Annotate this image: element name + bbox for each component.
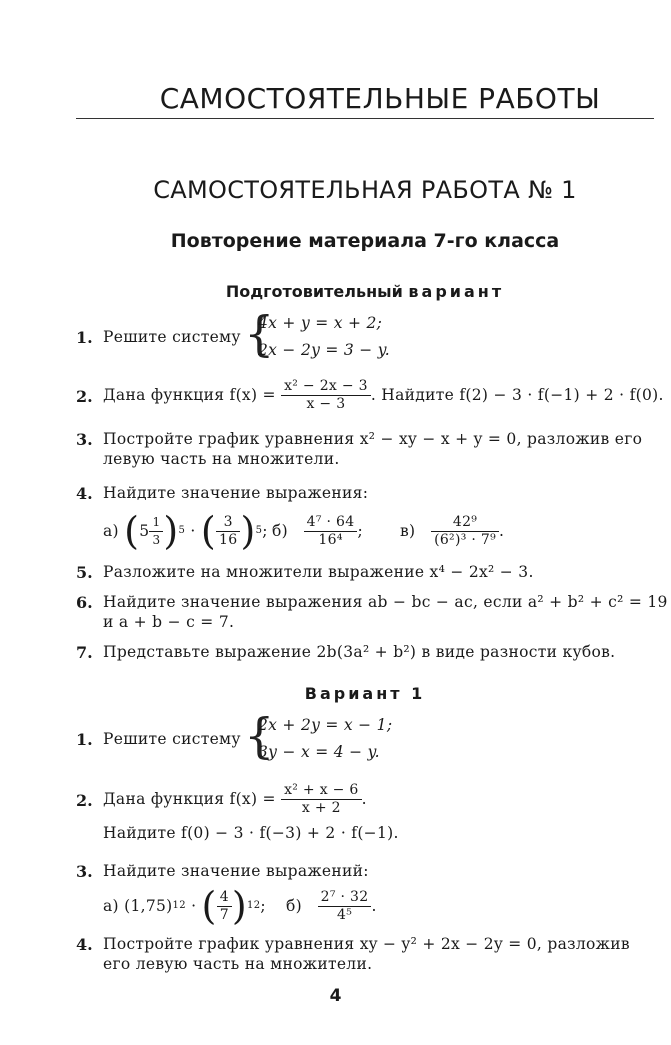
v1-task-3-b-label: б) (286, 897, 302, 915)
prep-task-4-a: а) ( 5 $\frac{1}{3}$ ) 5 · ( $\frac{3}{16}$ ) 5 ; (103, 509, 268, 553)
v1-task-3-b-fraction (318, 889, 372, 924)
prep-task-4-v-den: (6²)³ · 7⁹ (434, 531, 496, 548)
v1-task-3-b-den: 4⁵ (337, 906, 353, 923)
prep-task-3-line1: Постройте график уравнения x² − xy − x + y = 0, разложив его (103, 430, 643, 448)
prep-task-1-text: Решите систему (103, 328, 241, 346)
prep-task-4-b-num: 4⁷ · 64 (304, 514, 358, 532)
prep-task-4-b-den: 16⁴ (318, 531, 343, 548)
v1-task-1-number: 1. (76, 730, 93, 749)
header-rule (76, 118, 654, 119)
v1-task-4-line2: его левую часть на множители. (103, 955, 373, 973)
v1-task-4-number: 4. (76, 935, 93, 954)
prep-task-2-num: x² − 2x − 3 (281, 378, 371, 396)
prep-task-4-v-label: в) (400, 522, 416, 540)
v1-task-3-number: 3. (76, 862, 93, 881)
v1-task-2-line2: Найдите f(0) − 3 · f(−3) + 2 · f(−1). (103, 824, 399, 842)
prep-task-1-eq1: 4x + y = x + 2; (258, 314, 383, 332)
v1-task-1-brace: { (244, 708, 275, 764)
v1-task-1-eq1: 2x + 2y = x − 1; (258, 716, 393, 734)
prep-task-2-fraction (281, 378, 371, 413)
prep-task-5-number: 5. (76, 563, 93, 582)
prep-task-2-fx: f(x) = (229, 386, 276, 404)
prep-task-7-number: 7. (76, 643, 93, 662)
page-number: 4 (329, 986, 342, 1006)
v1-task-3-a: а) (1,75) 12 · ( $\frac{4}{7}$ ) 12 ; (103, 884, 266, 928)
v1-task-2-number: 2. (76, 791, 93, 810)
work-title: САМОСТОЯТЕЛЬНАЯ РАБОТА № 1 (153, 176, 577, 204)
prep-task-4-a-label: а) (103, 522, 119, 540)
prep-task-4-v: в) $\frac{\text{42⁹}}{\text{(6²)³ · 7⁹}}$ . (400, 513, 505, 548)
prep-task-2-text: Дана функция (103, 386, 225, 404)
prep-task-3-line2: левую часть на множители. (103, 450, 340, 468)
v1-task-3-text: Найдите значение выражений: (103, 862, 369, 880)
prep-task-4-text: Найдите значение выражения: (103, 484, 369, 502)
v1-task-1-text: Решите систему (103, 730, 241, 748)
prep-task-1-number: 1. (76, 328, 93, 347)
prep-task-5-text: Разложите на множители выражение x⁴ − 2x² − 3. (103, 563, 534, 581)
prep-task-6-line1: Найдите значение выражения ab − bc − ac, если a² + b² + c² = 19 (103, 593, 668, 611)
section-title: САМОСТОЯТЕЛЬНЫЕ РАБОТЫ (159, 82, 601, 115)
v1-task-3-b-num: 2⁷ · 32 (318, 889, 372, 907)
prep-task-4-v-fraction (431, 514, 499, 549)
prep-task-7-text: Представьте выражение 2b(3a² + b²) в виде разности кубов. (103, 643, 616, 661)
prep-task-2-number: 2. (76, 387, 93, 406)
prep-task-4-b: б) $\frac{\text{4⁷ · 64}}{\text{16⁴}}$ ; (272, 513, 363, 548)
v1-task-2-den: x + 2 (301, 799, 341, 816)
v1-task-2-text: Дана функция (103, 790, 225, 808)
prep-task-2-tail: . Найдите f(2) − 3 · f(−1) + 2 · f(0). (370, 386, 664, 404)
v1-task-3-a-label: а) (103, 897, 119, 915)
v1-task-2-fx: f(x) = (229, 790, 276, 808)
prep-task-1-eq2: 2x − 2y = 3 − y. (258, 341, 391, 359)
prep-task-2-row (103, 375, 664, 415)
v1-task-1-eq2: 3y − x = 4 − y. (258, 743, 380, 761)
prep-task-6-line2: и a + b − c = 7. (103, 613, 235, 631)
prep-task-4-b-fraction (304, 514, 358, 549)
v1-task-2-num: x² + x − 6 (281, 782, 362, 800)
prep-variant-title-a: Подготовительный (225, 282, 403, 301)
prep-task-2-den: x − 3 (306, 395, 346, 412)
prep-variant-title-b: вариант (408, 282, 505, 301)
prep-task-4-b-label: б) (272, 522, 288, 540)
v1-task-4-line1: Постройте график уравнения xy − y² + 2x − 2y = 0, разложив (103, 935, 630, 953)
prep-task-4-v-num: 42⁹ (431, 514, 499, 532)
prep-task-6-number: 6. (76, 593, 93, 612)
prep-task-3-number: 3. (76, 430, 93, 449)
v1-task-3-b: б) $\frac{\text{2⁷ · 32}}{\text{4⁵}}$ . (286, 888, 377, 923)
variant-1-title: Вариант 1 (304, 684, 426, 703)
prep-task-1-brace: { (244, 306, 275, 362)
v1-task-2-row: Дана функция f(x) = $\frac{\text{x² + x − 6}}{x + 2}$ . (103, 781, 367, 816)
prep-task-4-number: 4. (76, 484, 93, 503)
v1-task-2-fraction (281, 782, 362, 817)
prep-variant-title (76, 282, 654, 301)
work-subtitle: Повторение материала 7-го класса (170, 230, 560, 252)
